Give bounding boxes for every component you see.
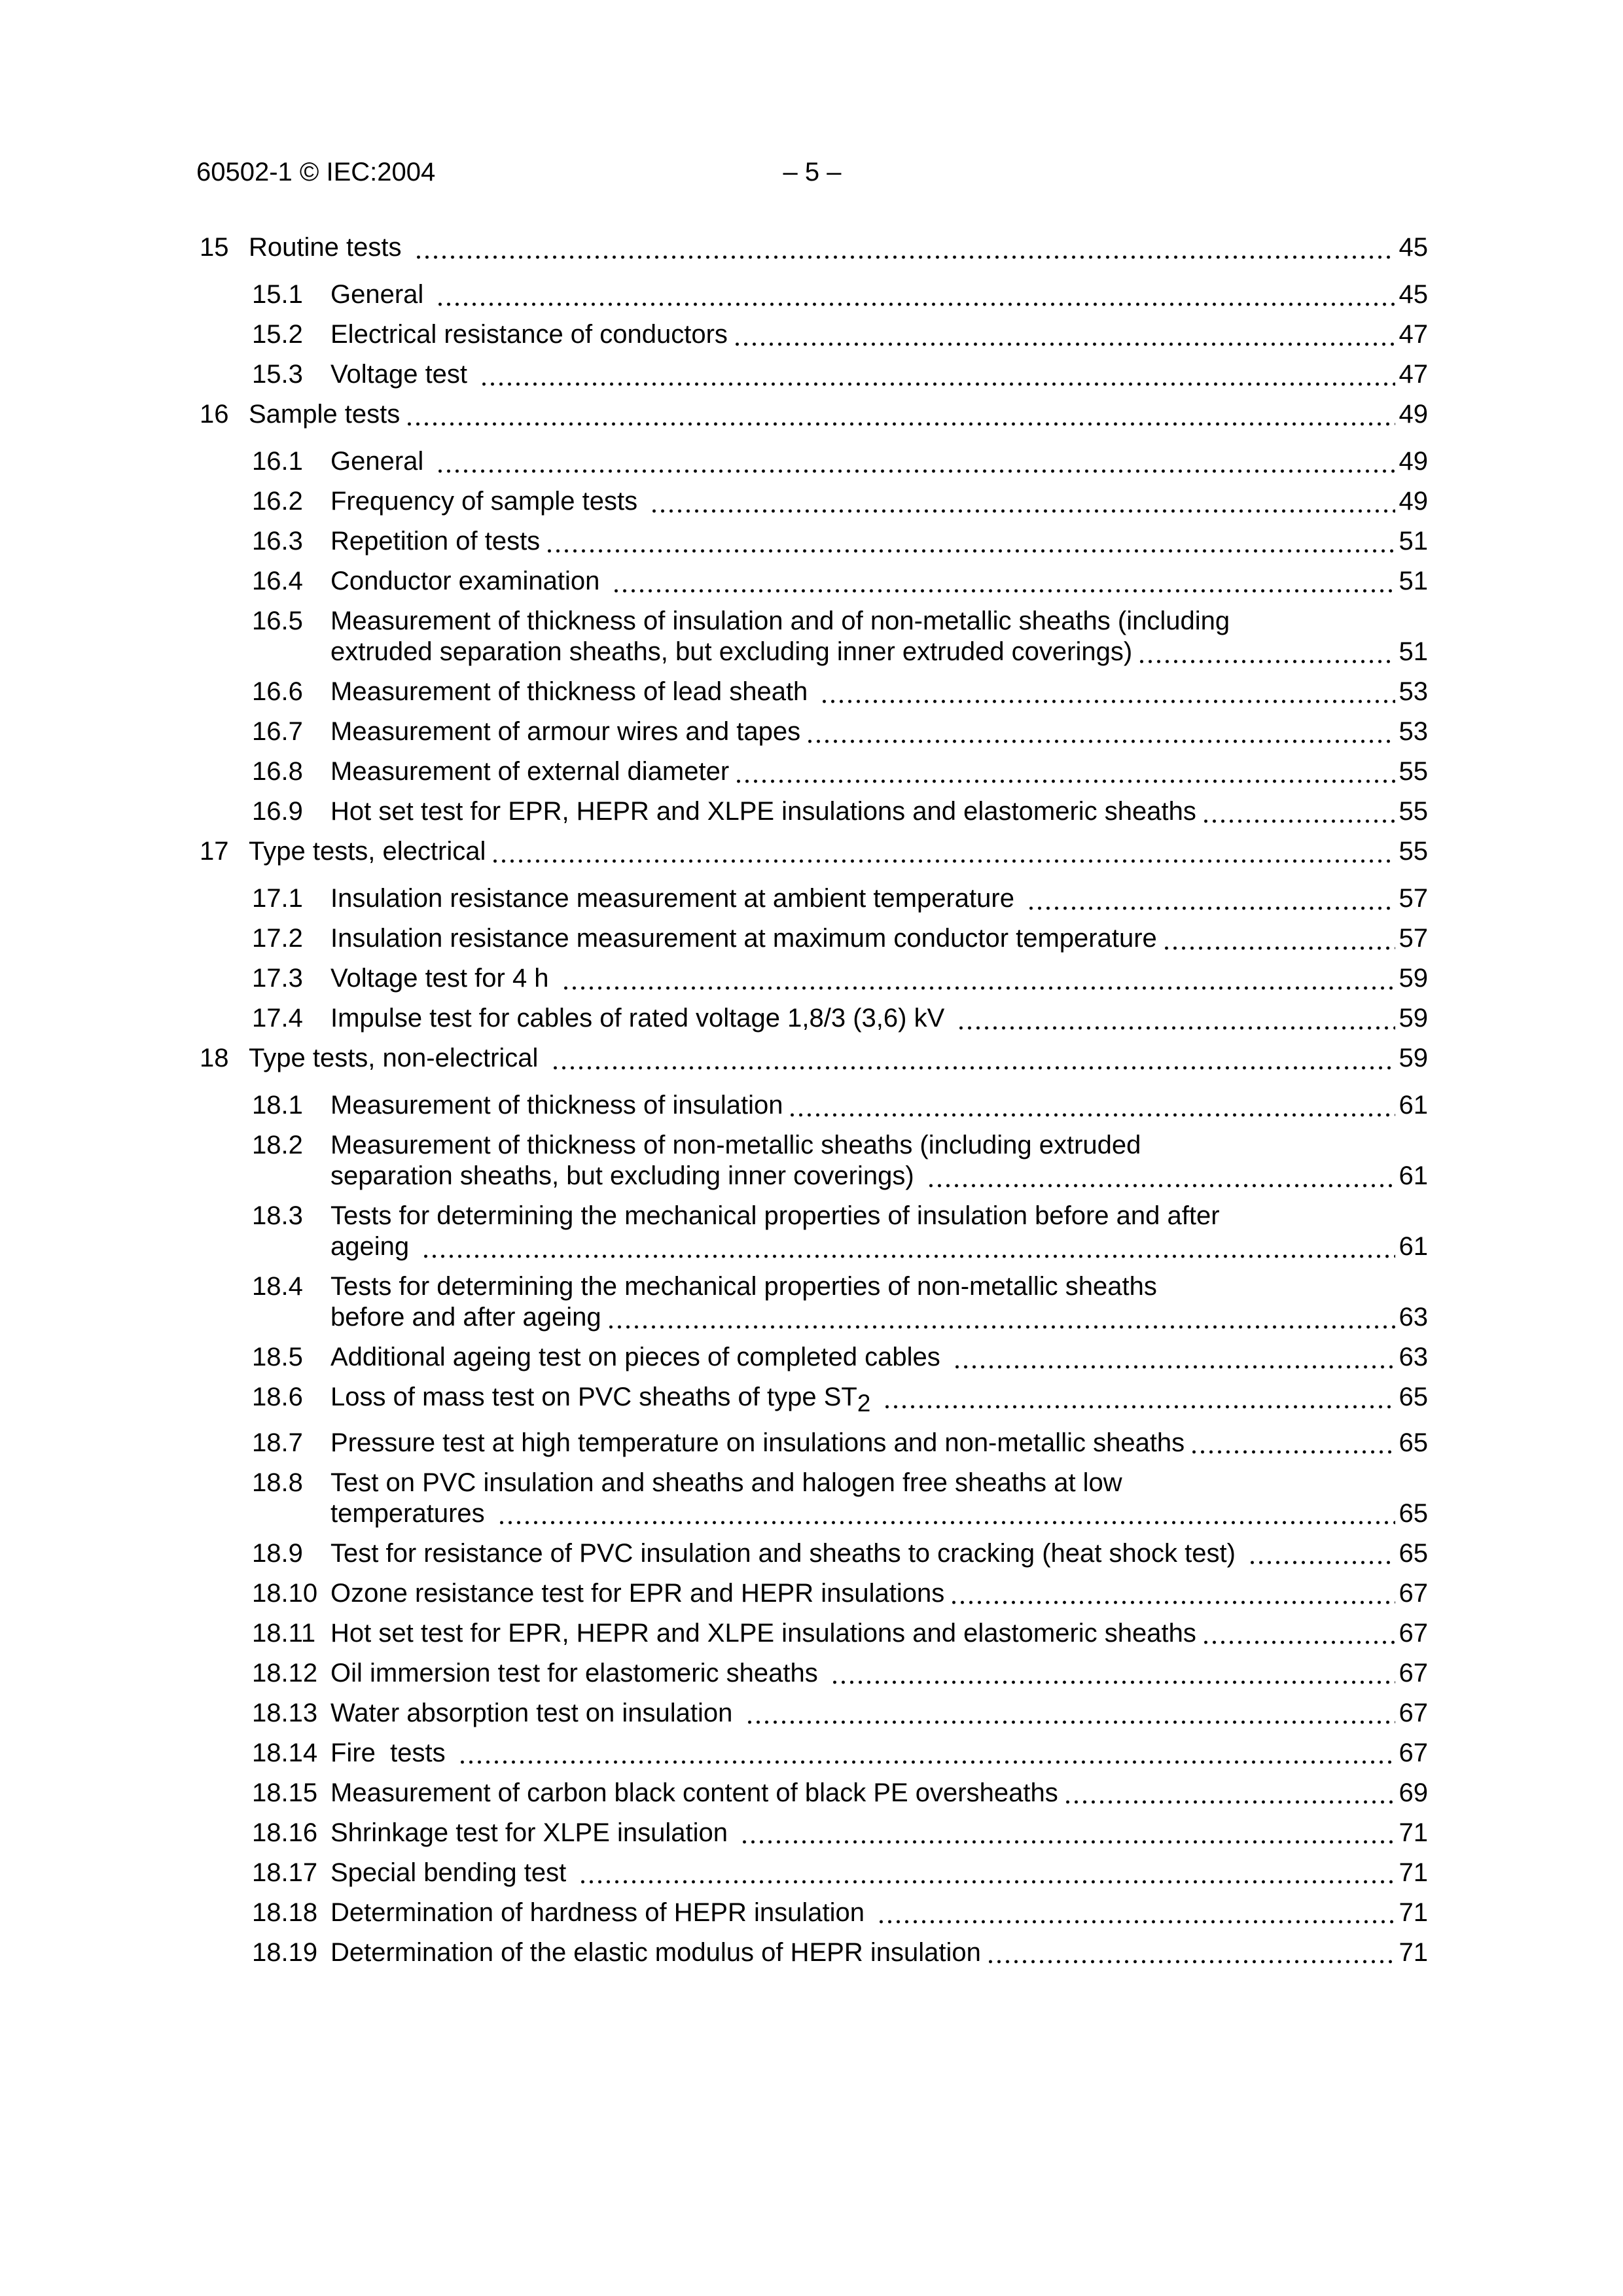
toc-entry-number: 16.3 [252, 527, 303, 556]
toc-entry-body [330, 1090, 1428, 1121]
toc-entry-title: Measurement of thickness of insulation [330, 1091, 783, 1120]
toc-page-number: 65 [1399, 1428, 1428, 1457]
toc-entry [252, 279, 1428, 310]
toc-entry-body [330, 1818, 1428, 1848]
toc-entry-title: Determination of the elastic modulus of HEPR insulation [330, 1937, 981, 1967]
toc-entry-number: 18.4 [252, 1272, 303, 1301]
toc-entry [252, 1428, 1428, 1458]
toc-entry [252, 566, 1428, 597]
toc-entry-title: Insulation resistance measurement at ambient temperature [330, 884, 1022, 913]
toc-entry-line [330, 1778, 1428, 1809]
toc-page-number: 67 [1399, 1698, 1428, 1727]
toc-entry-number: 16 [200, 400, 229, 429]
toc-entry-body [330, 319, 1428, 350]
toc-page-number: 65 [1399, 1383, 1428, 1411]
toc-entry-body [330, 1858, 1428, 1888]
toc-page-number: 45 [1399, 233, 1428, 262]
toc-entry-title: Measurement of thickness of non-metallic sheaths (including extruded [330, 1131, 1141, 1159]
toc-entry-number: 18.14 [252, 1738, 318, 1767]
toc-entry-line [330, 1201, 1428, 1231]
toc-entry [252, 1003, 1428, 1034]
dot-leader [1160, 923, 1395, 954]
toc-page-number: 67 [1399, 1578, 1428, 1608]
toc-entry [252, 359, 1428, 390]
toc-entry-number: 18.10 [252, 1578, 318, 1608]
toc-entry [252, 486, 1428, 517]
toc-entry-title: Test for resistance of PVC insulation and sheaths to cracking (heat shock test) [330, 1538, 1243, 1568]
dot-leader [948, 1578, 1395, 1609]
toc-entry [252, 796, 1428, 827]
dot-leader [1246, 1538, 1395, 1569]
toc-entry-title: Repetition of tests [330, 527, 541, 556]
toc-entry [252, 756, 1428, 787]
title-segment [870, 1383, 878, 1411]
toc-entry [252, 1898, 1428, 1928]
dot-leader [951, 1342, 1395, 1373]
toc-entry-line [330, 1271, 1428, 1302]
dot-leader [881, 1382, 1395, 1413]
toc-entry [200, 232, 1428, 263]
toc-entry-line [330, 716, 1428, 747]
toc-entry-line [330, 446, 1428, 477]
dot-leader [1188, 1428, 1395, 1458]
toc-entry-line [330, 1003, 1428, 1034]
toc-entry-line [330, 923, 1428, 954]
toc-entry [252, 923, 1428, 954]
toc-entry-title: separation sheaths, but excluding inner coverings) [330, 1161, 921, 1190]
dot-leader [875, 1898, 1395, 1928]
dot-leader [984, 1937, 1395, 1968]
toc-entry-title: Fire tests [330, 1738, 453, 1767]
toc-page-number: 55 [1399, 757, 1428, 786]
toc-entry-title: Water absorption test on insulation [330, 1698, 740, 1727]
toc-page-number: 63 [1399, 1343, 1428, 1371]
toc-entry-title: General [330, 447, 431, 476]
dot-leader [738, 1818, 1395, 1848]
subscript-text: 2 [857, 1389, 871, 1417]
toc-entry-title: Hot set test for EPR, HEPR and XLPE insulations and elastomeric sheaths [330, 797, 1196, 826]
toc-entry-line [330, 1130, 1428, 1161]
toc-page-number: 53 [1399, 677, 1428, 706]
page-number-header: – 5 – [783, 158, 842, 186]
toc-page-number: 63 [1399, 1303, 1428, 1332]
toc-entry-body [330, 1003, 1428, 1034]
toc-entry-number: 18.12 [252, 1658, 318, 1687]
toc-entry [252, 1738, 1428, 1769]
toc-entry-body [330, 486, 1428, 517]
toc-entry-number: 18.1 [252, 1091, 303, 1120]
toc-entry-body [249, 399, 1428, 430]
toc-page-number: 57 [1399, 924, 1428, 953]
toc-entry [200, 1043, 1428, 1074]
toc-entry-body [330, 716, 1428, 747]
toc-entry-title: Tests for determining the mechanical properties of insulation before and after [330, 1201, 1220, 1230]
dot-leader [605, 1302, 1395, 1333]
toc-entry [252, 1578, 1428, 1609]
toc-entry [252, 963, 1428, 994]
toc-entry-title: Type tests, non-electrical [249, 1044, 546, 1072]
toc-entry-line [330, 1342, 1428, 1373]
toc-entry [252, 1618, 1428, 1649]
dot-leader [732, 756, 1395, 787]
toc-page-number: 67 [1399, 1738, 1428, 1767]
toc-entry-title: ageing [330, 1232, 417, 1261]
toc-entry-body [249, 836, 1428, 867]
toc-entry-title: Frequency of sample tests [330, 487, 645, 516]
toc-entry-title: temperatures [330, 1498, 492, 1528]
dot-leader [925, 1161, 1395, 1192]
toc-entry-line [330, 1468, 1428, 1498]
toc-page-number: 71 [1399, 1898, 1428, 1927]
toc-entry-title: Measurement of thickness of insulation and of non-metallic sheaths (including [330, 607, 1230, 635]
toc-entry-body [330, 1578, 1428, 1609]
dot-leader [419, 1231, 1395, 1262]
toc-entry-line [330, 1658, 1428, 1689]
toc-entry-title: Tests for determining the mechanical properties of non-metallic sheaths [330, 1272, 1157, 1301]
toc-entry-title: Shrinkage test for XLPE insulation [330, 1818, 736, 1847]
dot-leader [1025, 883, 1395, 914]
toc-entry-body [330, 756, 1428, 787]
toc-entry-body [330, 1658, 1428, 1689]
toc-entry-title: Pressure test at high temperature on insulations and non-metallic sheaths [330, 1428, 1185, 1457]
dot-leader [412, 232, 1395, 263]
toc-entry-number: 16.4 [252, 567, 303, 595]
toc-entry [200, 399, 1428, 430]
toc-entry [252, 1658, 1428, 1689]
toc-entry-body [330, 446, 1428, 477]
toc-entry-body [330, 1738, 1428, 1769]
toc-entry-title: Measurement of thickness of lead sheath [330, 677, 815, 706]
toc-entry-number: 18.11 [252, 1618, 316, 1648]
toc-entry [252, 1538, 1428, 1569]
toc-entry-number: 18.6 [252, 1383, 303, 1411]
toc-entry-line [330, 1698, 1428, 1729]
toc-page-number: 67 [1399, 1618, 1428, 1648]
toc-entry-title: Determination of hardness of HEPR insulation [330, 1898, 872, 1927]
toc-entry-body [330, 1201, 1428, 1262]
toc-entry-line [330, 1858, 1428, 1888]
dot-leader [818, 677, 1395, 707]
toc-entry-line [330, 1302, 1428, 1333]
toc-entry-line [330, 279, 1428, 310]
toc-entry-body [330, 1342, 1428, 1373]
toc-entry-title: Special bending test [330, 1858, 574, 1887]
toc-entry-line [330, 1428, 1428, 1458]
toc-entry-body [330, 923, 1428, 954]
toc-entry [252, 716, 1428, 747]
toc-page-number: 47 [1399, 320, 1428, 349]
toc-entry-title: Conductor examination [330, 567, 607, 595]
toc-entry-title: General [330, 280, 431, 309]
toc-entry-title: Hot set test for EPR, HEPR and XLPE insulations and elastomeric sheaths [330, 1618, 1196, 1648]
toc-entry-number: 18.3 [252, 1201, 303, 1230]
toc-entry-number: 18.15 [252, 1778, 318, 1807]
toc-page-number: 55 [1399, 797, 1428, 826]
toc-entry-number: 18.18 [252, 1898, 318, 1927]
toc-list [0, 232, 1623, 1977]
toc-entry-line [330, 677, 1428, 707]
toc-entry-number: 15 [200, 233, 229, 262]
toc-entry-number: 16.2 [252, 487, 303, 516]
dot-leader [434, 446, 1395, 477]
toc-entry-number: 15.1 [252, 280, 303, 309]
toc-entry-number: 16.5 [252, 607, 303, 635]
dot-leader [648, 486, 1395, 517]
toc-entry-number: 18.8 [252, 1468, 303, 1497]
dot-leader [543, 526, 1395, 557]
toc-entry-body [330, 1428, 1428, 1458]
toc-entry-body [330, 359, 1428, 390]
toc-page-number: 59 [1399, 964, 1428, 993]
toc-entry-line [330, 566, 1428, 597]
dot-leader [489, 836, 1395, 867]
toc-page-number: 49 [1399, 400, 1428, 429]
toc-page-number: 61 [1399, 1232, 1428, 1261]
toc-entry [252, 1382, 1428, 1419]
toc-entry-body [330, 1382, 1428, 1419]
toc-entry [252, 1201, 1428, 1262]
toc-entry-number: 18 [200, 1044, 229, 1072]
toc-entry-line [330, 796, 1428, 827]
dot-leader [456, 1738, 1395, 1769]
toc-entry-line [330, 1818, 1428, 1848]
toc-entry-body [330, 796, 1428, 827]
toc-entry [252, 1778, 1428, 1809]
dot-leader [434, 279, 1395, 310]
toc-entry-number: 17.2 [252, 924, 303, 953]
toc-page-number: 65 [1399, 1498, 1428, 1528]
toc-entry-line [330, 526, 1428, 557]
toc-entry-number: 17.1 [252, 884, 303, 913]
toc-entry-number: 16.9 [252, 797, 303, 826]
title-segment: Loss of mass test on PVC sheaths of type ST [330, 1383, 857, 1411]
toc-entry-body [330, 1937, 1428, 1968]
toc-page-number: 71 [1399, 1937, 1428, 1967]
toc-page-number: 59 [1399, 1004, 1428, 1033]
toc-entry-title: Oil immersion test for elastomeric sheaths [330, 1658, 825, 1687]
toc-entry-line [330, 1498, 1428, 1529]
toc-entry-number: 15.3 [252, 360, 303, 389]
toc-entry-number: 16.6 [252, 677, 303, 706]
toc-entry-title: Electrical resistance of conductors [330, 320, 728, 349]
toc-page-number: 71 [1399, 1818, 1428, 1847]
dot-leader [403, 399, 1395, 430]
toc-entry-line [330, 319, 1428, 350]
dot-leader [743, 1698, 1395, 1729]
toc-entry-title: Insulation resistance measurement at maximum conductor temperature [330, 924, 1157, 953]
toc-entry-line [330, 756, 1428, 787]
dot-leader [495, 1498, 1395, 1529]
toc-entry [252, 1271, 1428, 1333]
toc-entry-number: 16.8 [252, 757, 303, 786]
toc-entry [252, 526, 1428, 557]
toc-page-number: 49 [1399, 487, 1428, 516]
dot-leader [731, 319, 1395, 350]
toc-page-number: 51 [1399, 637, 1428, 666]
toc-entry-line [249, 232, 1428, 263]
toc-entry-line [330, 1231, 1428, 1262]
toc-entry-number: 18.13 [252, 1698, 318, 1727]
toc-entry-line [330, 1538, 1428, 1569]
toc-entry-number: 16.7 [252, 717, 303, 746]
toc-entry-body [330, 526, 1428, 557]
toc-entry-line [330, 1382, 1428, 1419]
toc-entry [252, 446, 1428, 477]
toc-page-number: 49 [1399, 447, 1428, 476]
toc-entry-number: 18.9 [252, 1538, 303, 1568]
toc-entry-line [330, 963, 1428, 994]
toc-entry-number: 18.19 [252, 1937, 318, 1967]
toc-page-number: 61 [1399, 1091, 1428, 1120]
toc-entry [252, 606, 1428, 667]
toc-entry-line [330, 883, 1428, 914]
toc-entry [252, 1130, 1428, 1192]
dot-leader [577, 1858, 1395, 1888]
page-header [196, 157, 1428, 188]
toc-entry-body [330, 1271, 1428, 1333]
toc-page-number: 51 [1399, 527, 1428, 556]
toc-entry-title: before and after ageing [330, 1303, 601, 1332]
toc-page-number: 55 [1399, 837, 1428, 866]
toc-entry [200, 836, 1428, 867]
toc-entry-line [330, 486, 1428, 517]
toc-entry-number: 18.17 [252, 1858, 318, 1887]
dot-leader [1135, 637, 1395, 667]
toc-entry-number: 18.2 [252, 1131, 303, 1159]
toc-page-number: 65 [1399, 1538, 1428, 1568]
toc-entry-body [330, 1698, 1428, 1729]
toc-entry-body [330, 566, 1428, 597]
toc-entry-line [330, 1898, 1428, 1928]
toc-entry-title: Measurement of external diameter [330, 757, 730, 786]
toc-entry-title: Sample tests [249, 400, 401, 429]
toc-page-number: 45 [1399, 280, 1428, 309]
toc-entry-body [330, 1130, 1428, 1192]
document-reference: 60502-1 © IEC:2004 [196, 158, 436, 186]
toc-entry-line [330, 1738, 1428, 1769]
toc-entry-body [249, 232, 1428, 263]
toc-entry-title: extruded separation sheaths, but excluding inner extruded coverings) [330, 637, 1133, 666]
toc-entry-line [330, 1090, 1428, 1121]
toc-entry-line [330, 1578, 1428, 1609]
toc-entry-title: Impulse test for cables of rated voltage 1,8/3 (3,6) kV [330, 1004, 952, 1033]
toc-entry-title: Voltage test for 4 h [330, 964, 556, 993]
dot-leader [478, 359, 1395, 390]
toc-entry-number: 16.1 [252, 447, 303, 476]
dot-leader [549, 1043, 1395, 1074]
toc-entry-line [249, 399, 1428, 430]
toc-page-number: 61 [1399, 1161, 1428, 1190]
toc-entry-number: 17 [200, 837, 229, 866]
toc-entry [252, 677, 1428, 707]
toc-entry-number: 15.2 [252, 320, 303, 349]
toc-entry-body [330, 606, 1428, 667]
toc-entry-body [330, 1898, 1428, 1928]
toc-entry-line [330, 359, 1428, 390]
toc-page-number: 59 [1399, 1044, 1428, 1072]
toc-page-number: 47 [1399, 360, 1428, 389]
dot-leader [955, 1003, 1395, 1034]
dot-leader [560, 963, 1395, 994]
toc-entry-body [330, 963, 1428, 994]
toc-entry-body [330, 1538, 1428, 1569]
toc-entry-line [249, 1043, 1428, 1074]
toc-entry [252, 883, 1428, 914]
toc-entry-body [330, 1778, 1428, 1809]
toc-entry-title: Measurement of armour wires and tapes [330, 717, 801, 746]
dot-leader [829, 1658, 1395, 1689]
dot-leader [610, 566, 1395, 597]
toc-page-number: 51 [1399, 567, 1428, 595]
toc-entry [252, 1858, 1428, 1888]
dot-leader [1200, 1618, 1395, 1649]
toc-entry-title: Type tests, electrical [249, 837, 486, 866]
toc-entry [252, 1937, 1428, 1968]
toc-entry-number: 18.7 [252, 1428, 303, 1457]
toc-entry [252, 1698, 1428, 1729]
toc-entry [252, 1818, 1428, 1848]
toc-entry-line [249, 836, 1428, 867]
toc-entry-body [330, 677, 1428, 707]
toc-entry-line [330, 637, 1428, 667]
toc-entry-body [249, 1043, 1428, 1074]
toc-entry-number: 17.3 [252, 964, 303, 993]
toc-entry-line [330, 1161, 1428, 1192]
toc-entry-title: Ozone resistance test for EPR and HEPR insulations [330, 1578, 945, 1608]
dot-leader [1200, 796, 1395, 827]
toc-page-number: 69 [1399, 1778, 1428, 1807]
toc-entry-title [330, 1382, 878, 1419]
toc-page-number: 57 [1399, 884, 1428, 913]
dot-leader [1061, 1778, 1395, 1809]
toc-entry-line [330, 606, 1428, 637]
toc-entry-number: 17.4 [252, 1004, 303, 1033]
toc-page-number: 67 [1399, 1658, 1428, 1687]
toc-page-number: 71 [1399, 1858, 1428, 1887]
toc-entry [252, 1342, 1428, 1373]
toc-entry-number: 18.5 [252, 1343, 303, 1371]
toc-entry-title: Routine tests [249, 233, 409, 262]
toc-entry-line [330, 1937, 1428, 1968]
toc-entry-body [330, 1618, 1428, 1649]
toc-entry-title: Additional ageing test on pieces of completed cables [330, 1343, 948, 1371]
toc-entry-title: Voltage test [330, 360, 475, 389]
toc-entry-title: Test on PVC insulation and sheaths and halogen free sheaths at low [330, 1468, 1122, 1497]
toc-entry [252, 319, 1428, 350]
toc-entry-number: 18.16 [252, 1818, 318, 1847]
toc-entry-body [330, 1468, 1428, 1529]
toc-entry-body [330, 279, 1428, 310]
toc-entry [252, 1468, 1428, 1529]
toc-entry-title: Measurement of carbon black content of black PE oversheaths [330, 1778, 1058, 1807]
toc-page-number: 53 [1399, 717, 1428, 746]
toc-entry-body [330, 883, 1428, 914]
dot-leader [786, 1090, 1395, 1121]
toc-entry-line [330, 1618, 1428, 1649]
toc-entry [252, 1090, 1428, 1121]
dot-leader [804, 716, 1395, 747]
